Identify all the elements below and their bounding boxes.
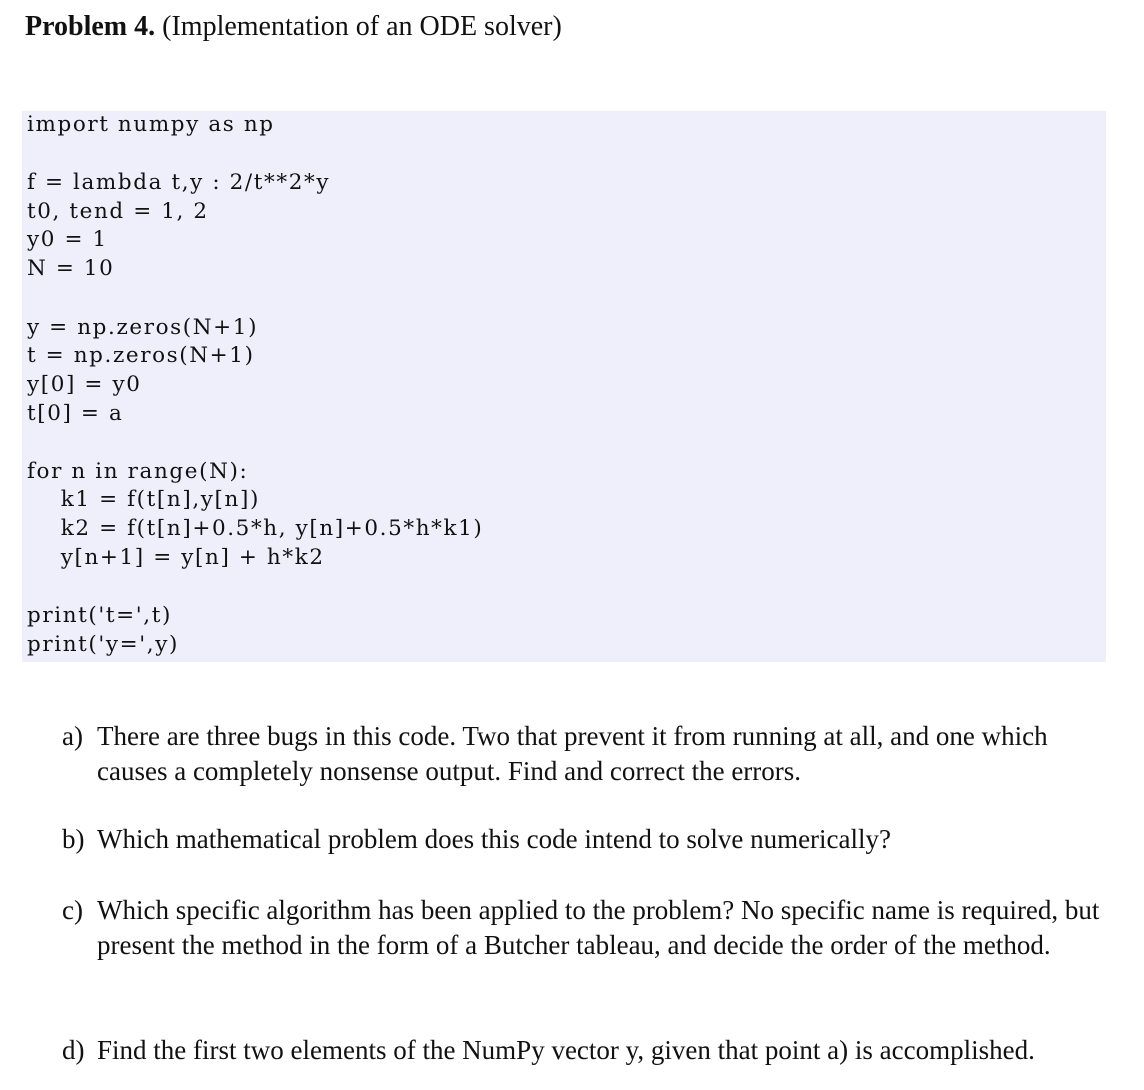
code-line: t0, tend = 1, 2: [27, 199, 209, 224]
problem-heading: [25, 9, 562, 45]
code-line: print('t=',t): [27, 603, 172, 628]
code-line: y = np.zeros(N+1): [27, 315, 259, 340]
code-line: t = np.zeros(N+1): [27, 343, 255, 368]
code-line: print('y=',y): [27, 632, 179, 657]
code-line: import numpy as np: [27, 112, 275, 137]
code-line: k2 = f(t[n]+0.5*h, y[n]+0.5*h*k1): [27, 516, 484, 541]
code-block: [22, 111, 1106, 662]
code-line: y0 = 1: [27, 227, 108, 252]
question-label: c): [62, 895, 83, 925]
code-line: for n in range(N):: [27, 459, 249, 484]
code-line: k1 = f(t[n],y[n]): [27, 487, 260, 512]
question-label: b): [62, 824, 85, 854]
code-line: N = 10: [27, 256, 115, 281]
code-line: t[0] = a: [27, 401, 124, 426]
code-line: y[0] = y0: [27, 372, 142, 397]
problem-title: (Implementation of an ODE solver): [162, 11, 562, 42]
question-text: Find the first two elements of the NumPy vector y, given that point a) is accomplished.: [97, 1035, 1035, 1065]
question-text: Which specific algorithm has been applied to the problem? No specific name is required, but present the method in the form of a Butcher tableau, and decide the order of the method.: [97, 895, 1100, 960]
question-label: d): [62, 1035, 85, 1065]
code-line: y[n+1] = y[n] + h*k2: [27, 545, 325, 570]
question-label: a): [62, 721, 83, 751]
code-line: f = lambda t,y : 2/t**2*y: [27, 170, 331, 195]
question-text: Which mathematical problem does this code intend to solve numerically?: [97, 824, 892, 854]
question-text: There are three bugs in this code. Two that prevent it from running at all, and one which causes a completely nonsense output. Find and correct the errors.: [97, 721, 1048, 786]
problem-label: Problem 4.: [25, 11, 156, 42]
